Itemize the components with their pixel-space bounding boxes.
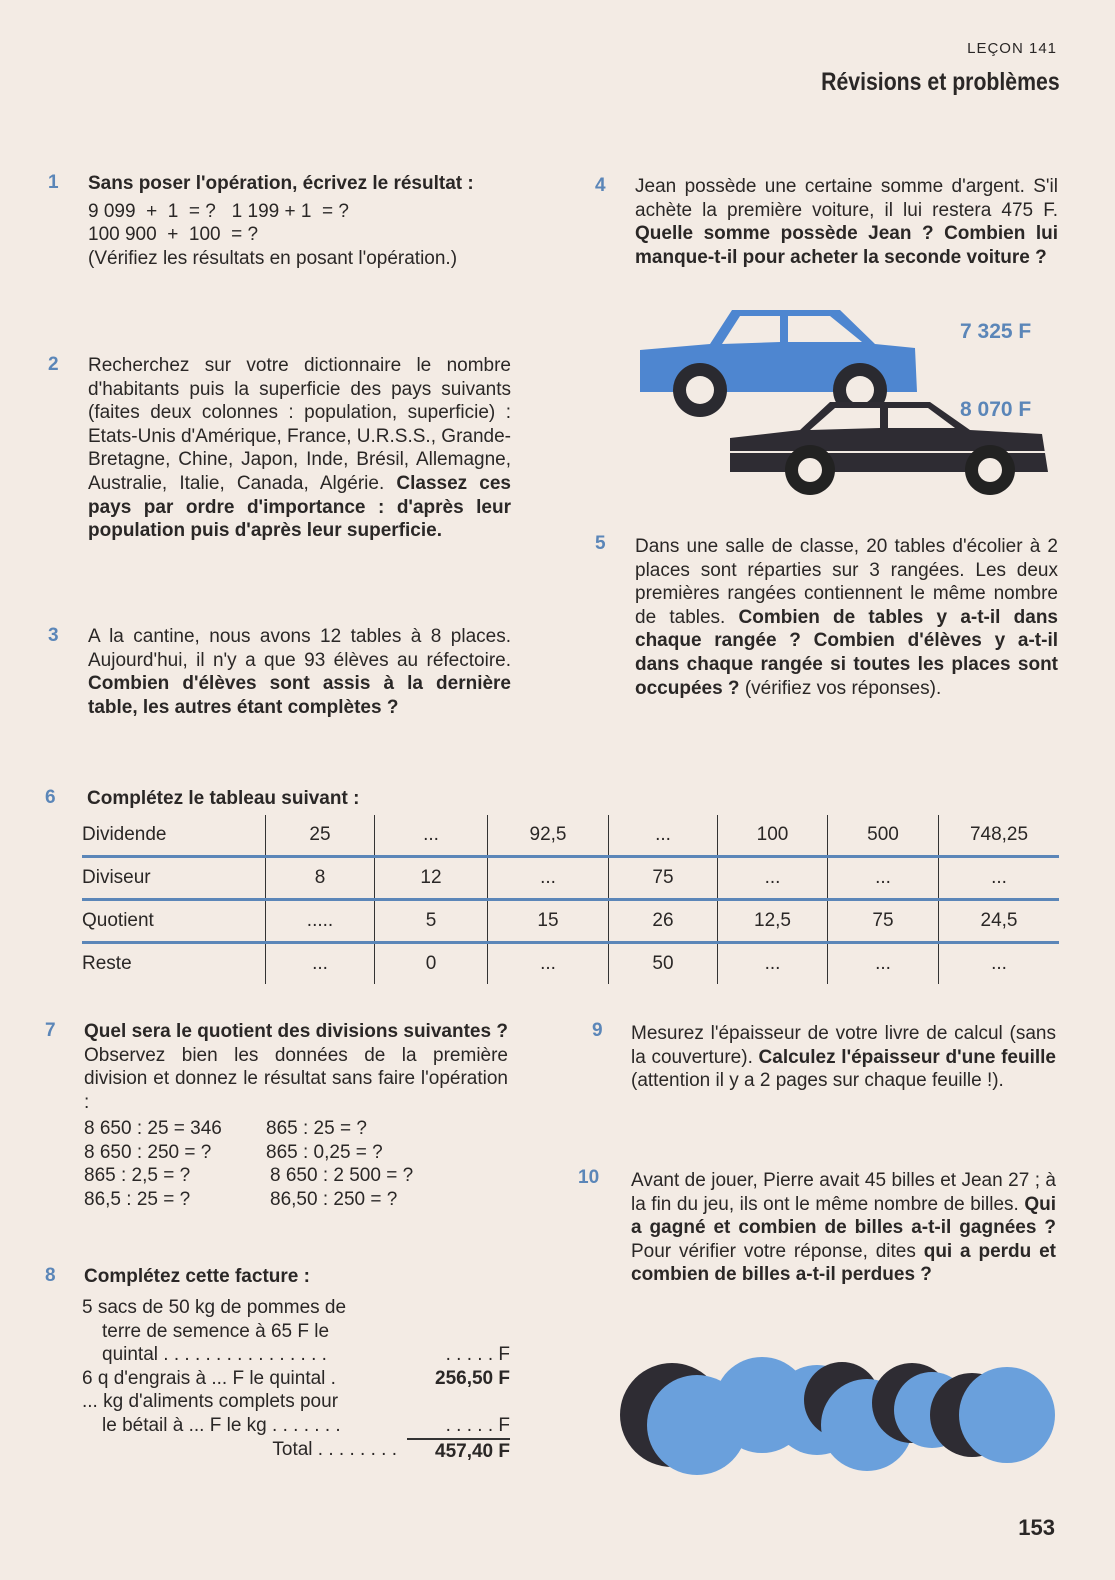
table-cell: ...	[609, 815, 718, 857]
row-label: Reste	[82, 953, 132, 974]
exercise-text: Mesurez l'épaisseur de votre livre de calcul (sans la couverture).	[631, 1023, 1056, 1068]
exercise-10	[631, 1169, 1056, 1287]
table-cell: 26	[609, 900, 718, 943]
page-number: 153	[1018, 1515, 1055, 1540]
table-cell: ...	[828, 943, 939, 985]
invoice-line	[82, 1390, 510, 1414]
exercise-question: qui a perdu et combien de billes a-t-il perdues ?	[631, 1240, 1056, 1286]
invoice-amount	[427, 1320, 510, 1344]
exercise-text: Observez bien les données de la première division et donnez le résultat sans faire l'opération :	[84, 1044, 508, 1113]
exercise-text: Dans une salle de classe, 20 tables d'écolier à 2 places sont réparties sur 3 rangées. Les deux premières rangées contiennent le même nombre de tables.	[635, 536, 1058, 628]
exercise-number: 5	[595, 533, 606, 554]
row-label: Quotient	[82, 900, 266, 943]
table-cell: 15	[488, 900, 609, 943]
table-cell: ...	[488, 857, 609, 900]
exercise-text: A la cantine, nous avons 12 tables à 8 places. Aujourd'hui, il n'y a que 93 élèves au réfectoire.	[88, 626, 511, 671]
car-price: 7 325 F	[960, 320, 1032, 343]
table-cell: .....	[266, 900, 375, 943]
exercise-title: Complétez le tableau suivant :	[87, 788, 360, 809]
table-row	[82, 857, 1059, 900]
table-cell: ...	[375, 815, 488, 857]
invoice-line	[82, 1296, 510, 1320]
invoice-amount: . . . . . F	[445, 1414, 510, 1436]
exercise-question: Combien de tables y a-t-il dans chaque rangée ? Combien d'élèves y a-t-il dans chaque rangée si toutes les places sont occupées ?	[635, 606, 1058, 699]
exercise-3	[88, 625, 511, 719]
table-cell: 748,25	[939, 815, 1060, 857]
table-row	[82, 900, 1059, 943]
table-cell: 0	[375, 943, 488, 985]
exercise-5	[635, 535, 1058, 700]
exercise-2	[88, 354, 511, 543]
exercise-question: Quelle somme possède Jean ? Combien lui manque-t-il pour acheter la seconde voiture ?	[635, 223, 1058, 268]
invoice-item: 5 sacs de 50 kg de pommes de	[82, 1297, 347, 1318]
exercise-4	[635, 175, 1058, 269]
table-cell: 500	[828, 815, 939, 857]
exercise-7	[84, 1020, 508, 1114]
division-list: 8 650 : 25 = 346 865 : 25 = ? 8 650 : 250 = ? 865 : 0,25 = ? 865 : 2,5 = ? 8 650 : 2 500 = ? 86,5 : 25 = ? 86,50 : 250 = ?	[84, 1118, 414, 1210]
exercise-question: Qui a gagné et combien de billes a-t-il gagnées ?	[631, 1193, 1056, 1239]
table-cell: 25	[266, 815, 375, 857]
exercise-question: Classez ces pays par ordre d'importance : d'après leur population puis d'après leur superficie.	[88, 472, 511, 542]
exercise-text: Recherchez sur votre dictionnaire le nombre d'habitants puis la superficie des pays suivants (faites deux colonnes : population, superficie) : Etats-Unis d'Amérique, France, U.R.S.S., Grande-Bretagne, Chine, Japon, Inde, Brésil, Allemagne, Australie, Italie, Canada, Algérie.	[88, 355, 511, 494]
invoice-item: le bétail à ... F le kg . . . . . . .	[102, 1414, 341, 1436]
table-cell: ...	[939, 857, 1060, 900]
invoice-item: 6 q d'engrais à ... F le quintal .	[82, 1367, 336, 1389]
row-label: Diviseur	[82, 857, 266, 900]
table-cell: ...	[718, 857, 828, 900]
exercise-number: 4	[595, 175, 606, 196]
exercise-number: 8	[45, 1265, 56, 1286]
exercise-question: Calculez l'épaisseur d'une feuille	[758, 1046, 1056, 1068]
exercise-question: Quel sera le quotient des divisions suivantes ?	[84, 1021, 508, 1042]
table-cell: 8	[266, 857, 375, 900]
invoice	[82, 1296, 510, 1463]
operation: 100 900 + 100 = ?	[88, 224, 259, 246]
table-row	[82, 815, 1059, 857]
exercise-number: 6	[45, 787, 56, 808]
table-cell: 100	[718, 815, 828, 857]
lesson-number: LEÇON 141	[967, 40, 1057, 57]
table-cell: 75	[609, 857, 718, 900]
exercise-number: 3	[48, 625, 59, 646]
exercise-text: Pour vérifier votre réponse, dites	[631, 1240, 916, 1262]
note: (Vérifiez les résultats en posant l'opération.)	[88, 247, 458, 269]
marbles-illustration	[612, 1355, 1067, 1485]
invoice-item: terre de semence à 65 F le	[102, 1320, 330, 1342]
exercise-number: 9	[592, 1020, 603, 1041]
car-price: 8 070 F	[960, 398, 1032, 421]
exercise-text: Jean possède une certaine somme d'argent. S'il achète la première voiture, il lui restera 475 F.	[635, 176, 1058, 221]
invoice-item: quintal . . . . . . . . . . . . . . . .	[102, 1344, 327, 1366]
page-title: Révisions et problèmes	[821, 68, 1060, 96]
table-cell: ...	[488, 943, 609, 985]
invoice-amount: . . . . . F	[445, 1344, 510, 1366]
exercise-number: 7	[45, 1020, 56, 1041]
exercise-number: 1	[48, 172, 59, 193]
table-row	[82, 943, 1059, 985]
exercise-question: Combien d'élèves sont assis à la dernière table, les autres étant complètes ?	[88, 673, 511, 718]
invoice-line	[82, 1367, 510, 1391]
table-cell: 12,5	[718, 900, 828, 943]
table-cell: ...	[718, 943, 828, 985]
table-cell: 75	[828, 900, 939, 943]
table-cell: 24,5	[939, 900, 1060, 943]
table-cell: ...	[828, 857, 939, 900]
row-label: Dividende	[82, 815, 266, 857]
exercise-text: (vérifiez vos réponses).	[744, 677, 942, 699]
exercise-title: Complétez cette facture :	[84, 1266, 310, 1287]
marbles-icon	[620, 1357, 1055, 1475]
exercise-number: 10	[578, 1167, 600, 1188]
table-cell: 5	[375, 900, 488, 943]
exercise-text: Avant de jouer, Pierre avait 45 billes et Jean 27 ; à la fin du jeu, ils ont le même nombre de billes.	[631, 1170, 1056, 1215]
invoice-total	[82, 1438, 510, 1464]
invoice-line	[82, 1414, 510, 1438]
table-cell: ...	[266, 943, 375, 985]
exercise-1	[88, 172, 511, 270]
exercise-text: (attention il y a 2 pages sur chaque feuille !).	[631, 1070, 1004, 1092]
exercise-9	[631, 1022, 1056, 1093]
invoice-line	[82, 1320, 510, 1344]
invoice-amount	[407, 1390, 510, 1414]
table-cell: ...	[939, 943, 1060, 985]
table-cell: 50	[609, 943, 718, 985]
exercise-title: Sans poser l'opération, écrivez le résultat :	[88, 173, 474, 194]
invoice-item: ... kg d'aliments complets pour	[82, 1391, 339, 1413]
division-table	[82, 815, 1059, 984]
exercise-number: 2	[48, 354, 59, 375]
operation: 9 099 + 1 = ? 1 199 + 1 = ?	[88, 200, 349, 222]
total-label: Total . . . . . . . .	[272, 1438, 397, 1460]
invoice-line	[82, 1343, 510, 1367]
table-cell: 12	[375, 857, 488, 900]
invoice-amount: 256,50 F	[435, 1367, 510, 1389]
invoice-amount	[407, 1296, 510, 1320]
table-cell: 92,5	[488, 815, 609, 857]
total-amount: 457,40 F	[407, 1438, 510, 1464]
blue-car-icon	[640, 310, 917, 417]
